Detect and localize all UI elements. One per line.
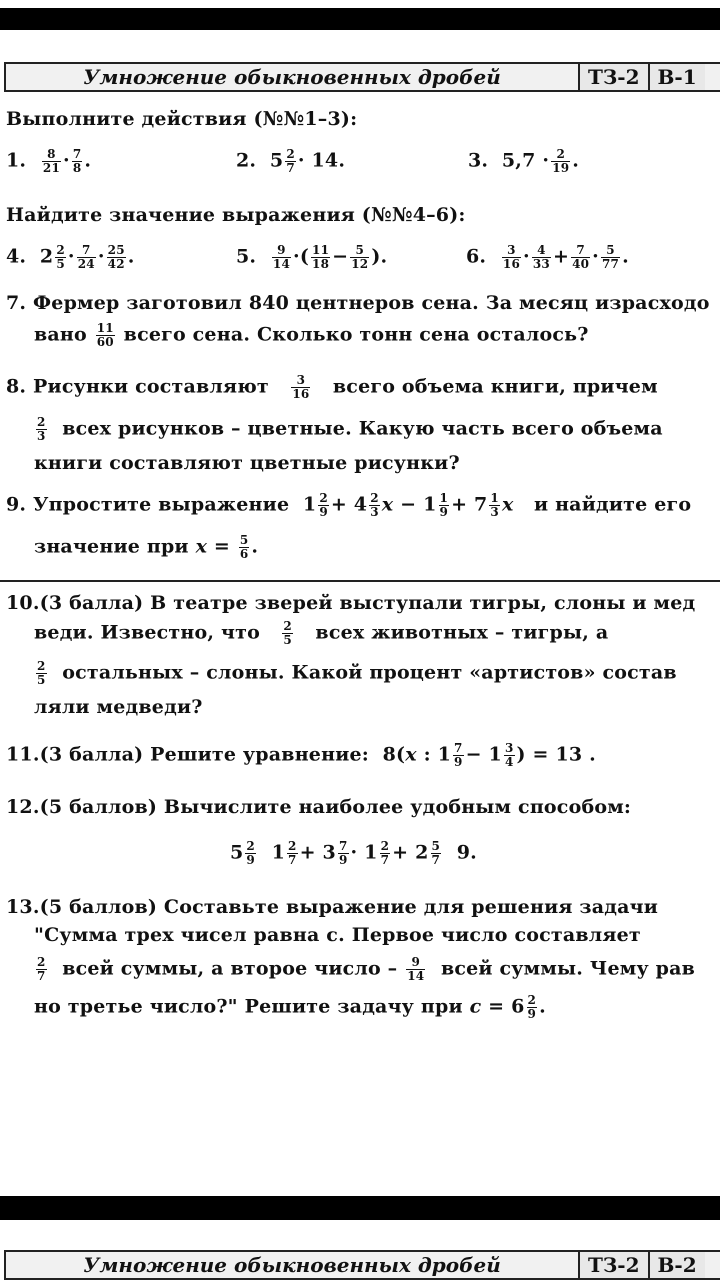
bottom-black-bar: [0, 1196, 720, 1220]
problem-13-line-3: $\frac{2}{7}$ всей суммы, а второе число – $\frac{9}{14}$ всей суммы. Чему рав: [37, 955, 696, 983]
problem-8-line-3: книги составляют цветные рисунки?: [34, 452, 460, 474]
problem-13-line-1: 13.(5 баллов) Составьте выражение для решения задачи: [6, 896, 659, 918]
section-2-heading: Найдите значение выражения (№№4–6):: [6, 204, 466, 226]
header-box: [4, 62, 720, 92]
header-title: Умножение обыкновенных дробей: [83, 65, 501, 89]
problem-4: 4. 2 $\frac{2}{5}$ · $\frac{7}{24}$ · $\frac{25}{42}$ .: [6, 243, 135, 271]
problem-2: 2. 5 $\frac{2}{7}$ · 14.: [236, 147, 346, 175]
problem-13-line-2: "Сумма трех чисел равна c. Первое число составляет: [34, 924, 641, 946]
problem-10-line-3: $\frac{2}{5}$ остальных – слоны. Какой процент «артистов» состав: [37, 659, 677, 687]
problem-8-line-2: $\frac{2}{3}$ всех рисунков – цветные. Какую часть всего объема: [37, 415, 663, 443]
header-title-next: Умножение обыкновенных дробей: [83, 1253, 501, 1277]
problem-8-line-1: 8. Рисунки составляют $\frac{3}{16}$ всего объема книги, причем: [6, 373, 658, 401]
problem-5: 5. $\frac{9}{14}$ ·( $\frac{11}{18}$ − $\frac{5}{12}$ ).: [236, 243, 388, 271]
header-code-1-next: ТЗ-2: [578, 1252, 648, 1278]
header-code-2: В-1: [648, 64, 705, 90]
problem-10-line-1: 10.(3 балла) В театре зверей выступали тигры, слоны и мед: [6, 592, 696, 614]
problem-10-line-2: веди. Известно, что $\frac{2}{5}$ всех животных – тигры, а: [34, 619, 609, 647]
problem-9-line-2: значение при x = $\frac{5}{6}$ .: [34, 533, 259, 561]
problem-6: 6. $\frac{3}{16}$ · $\frac{4}{33}$ + $\frac{7}{40}$ · $\frac{5}{77}$ .: [466, 243, 629, 271]
problem-11: 11.(3 балла) Решите уравнение: 8(x : 1 $\frac{7}{9}$ − 1 $\frac{3}{4}$ ) = 13 .: [6, 741, 596, 769]
problem-13-line-4: но третье число?" Решите задачу при c = 6 $\frac{2}{9}$ .: [34, 993, 546, 1021]
header-box-next-page: [4, 1250, 720, 1280]
problem-12: 12.(5 баллов) Вычислите наиболее удобным способом:: [6, 796, 632, 818]
problem-10-line-4: ляли медведи?: [34, 696, 203, 718]
problem-9-line-1: 9. Упростите выражение 1 $\frac{2}{9}$ + 4 $\frac{2}{3}$ x − 1 $\frac{1}{9}$ + 7 $\frac{1}{3}$ x и найдите его: [6, 491, 692, 519]
problem-3: 3. 5,7 · $\frac{2}{19}$ .: [468, 147, 580, 175]
problem-12-expression: 5 $\frac{2}{9}$ 1 $\frac{2}{7}$ + 3 $\frac{7}{9}$ · 1 $\frac{2}{7}$ + 2 $\frac{5}{7}$ 9.: [230, 839, 477, 867]
section-1-heading: Выполните действия (№№1–3):: [6, 108, 358, 130]
problem-7-line-2: вано $\frac{11}{60}$ всего сена. Сколько тонн сена осталось?: [34, 321, 589, 349]
header-code-2-next: В-2: [648, 1252, 705, 1278]
top-black-bar: [0, 8, 720, 30]
problem-1: 1. $\frac{8}{21}$ · $\frac{7}{8}$ .: [6, 147, 92, 175]
problem-7-line-1: 7. Фермер заготовил 840 центнеров сена. За месяц израсходо: [6, 292, 710, 314]
separator-line: [0, 580, 720, 582]
header-code-1: ТЗ-2: [578, 64, 648, 90]
